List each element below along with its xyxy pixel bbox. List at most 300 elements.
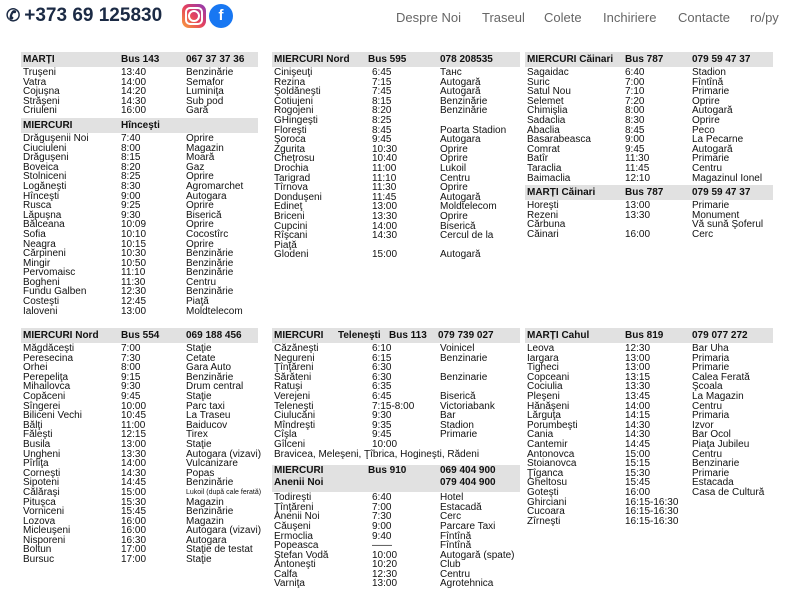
schedule-block (525, 328, 773, 526)
cell-stop: Rogojeni (274, 105, 314, 117)
cell-stop: Ermoclia (274, 530, 313, 542)
cell-place: Primarie (692, 467, 730, 479)
cell-time: 13:45 (625, 390, 651, 402)
cell-place: Benzinărie (186, 257, 234, 269)
cell-time: 8:20 (121, 161, 141, 173)
cell-place: Staţie (186, 390, 212, 402)
cell-place: Oprire (440, 153, 468, 165)
schedule-row (272, 373, 520, 383)
cell-place: Poarta Stadion (440, 124, 507, 136)
cell-place: Magazin (186, 142, 224, 154)
cell-place: Autogara (440, 134, 481, 146)
cell-time: 16:00 (625, 486, 651, 498)
cell-time: 9:00 (625, 134, 645, 146)
cell-time: 11:45 (372, 191, 397, 203)
facebook-icon[interactable]: f (209, 4, 233, 28)
header-cell: Bus 113 (389, 330, 427, 341)
cell-stop: Lăpuşna (23, 209, 62, 221)
schedule-row (272, 174, 520, 184)
header-cell: Bus 787 (625, 54, 664, 65)
header-cell: MIERCURI Căinari (527, 54, 614, 65)
cell-place: Parcare Taxi (440, 520, 496, 532)
cell-place: Biserică (186, 209, 222, 221)
cell-stop: Pituşca (23, 496, 56, 508)
cell-place: Fîntînă (440, 530, 472, 542)
schedule-header (21, 52, 258, 67)
schedule-row (525, 230, 773, 240)
cell-place: Autogară (440, 76, 481, 88)
cell-stop: Pleşeni (527, 390, 560, 402)
cell-stop: Cucoara (527, 506, 565, 518)
cell-stop: Cîşla (274, 429, 297, 441)
cell-stop: Cojuşna (23, 86, 60, 98)
cell-time: 15:30 (625, 467, 651, 479)
cell-time: 13:00 (625, 352, 651, 364)
instagram-icon[interactable] (182, 4, 206, 28)
cell-stop: Bălceana (23, 219, 65, 231)
subheader-cell: MIERCURI (23, 119, 73, 131)
schedule-row (272, 421, 520, 431)
cell-place: Autogară (spate) (440, 549, 515, 561)
cell-place: Şcoala (692, 381, 723, 393)
cell-place: Tirex (186, 429, 208, 441)
cell-time: 8:20 (372, 105, 392, 117)
cell-stop: Biliceni Vechi (23, 410, 82, 422)
cell-stop: Stolniceni (23, 171, 67, 183)
cell-time: 10:30 (121, 248, 147, 260)
cell-time: 14:00 (625, 400, 651, 412)
cell-stop: Edineţ (274, 201, 303, 213)
cell-stop: Porumbeşti (527, 419, 578, 431)
schedule-row (21, 555, 258, 565)
cell-time: 8:30 (121, 180, 141, 192)
nav-inchiriere[interactable]: Inchiriere (603, 10, 657, 25)
subheader-cell: Bus 910 (368, 465, 407, 477)
cell-stop: Pervomaisc (23, 267, 76, 279)
schedule-header (21, 328, 258, 343)
cell-place: Oprire (186, 200, 214, 212)
cell-time: 9:40 (372, 530, 392, 542)
cell-time: 14:30 (121, 95, 147, 107)
cell-place: Oprire (692, 114, 720, 126)
cell-stop: Rusca (23, 200, 52, 212)
schedule-row (525, 154, 773, 164)
cell-time: 15:00 (625, 448, 651, 460)
cell-place: La Traseu (186, 410, 231, 422)
cell-place: Piaţa Jubileu (692, 438, 750, 450)
cell-time: 11:30 (121, 276, 146, 288)
cell-time: 6:15 (372, 352, 392, 364)
cell-stop: Mîndreşti (274, 419, 316, 431)
cell-place: Estacadă (440, 501, 482, 513)
cell-place: Centru (440, 568, 471, 580)
cell-stop: Perepeliţa (23, 371, 69, 383)
cell-time: 11:30 (372, 182, 397, 194)
cell-place: Benzinărie (440, 95, 488, 107)
cell-time: 10:45 (121, 410, 147, 422)
cell-place: Biserică (440, 220, 476, 232)
cell-place: Centru (440, 172, 471, 184)
cell-time: 11:10 (372, 172, 397, 184)
cell-stop: Ungheni (23, 448, 61, 460)
cell-time: 6:30 (372, 362, 392, 374)
cell-stop: Vorniceni (23, 506, 65, 518)
schedule-block (272, 52, 520, 260)
cell-place: Magazinul Ionel (692, 172, 763, 184)
cell-stop: Corneşti (23, 467, 61, 479)
nav-despre-noi[interactable]: Despre Noi (396, 10, 462, 25)
schedule-block (272, 328, 520, 589)
cell-stop: Ialoveni (23, 305, 58, 317)
cell-time: 16:15-16:30 (625, 506, 679, 518)
cell-place: Benzinărie (186, 248, 234, 260)
cell-time: 10:15 (121, 238, 147, 250)
cell-place: Gară (186, 105, 209, 117)
cell-stop: Rezeni (527, 209, 559, 221)
cell-time: 9:00 (121, 190, 141, 202)
cell-time: 13:30 (121, 448, 147, 460)
header-cell: MARȚI (23, 54, 55, 65)
cell-stop: Orhei (23, 362, 48, 374)
cell-place: Gaz (186, 161, 205, 173)
cell-stop: Todireşti (274, 492, 312, 504)
schedule-block (21, 52, 258, 316)
cell-place: Staţie de testat (186, 544, 253, 556)
cell-place: Benzinarie (440, 352, 488, 364)
cell-stop: Sagaidac (527, 67, 569, 78)
cell-place: Staţie (186, 438, 212, 450)
cell-stop: Teleneşti (274, 400, 314, 412)
cell-stop: Ţînţăreni (274, 362, 314, 374)
header-cell: Teleneşti (338, 330, 381, 341)
schedule-row (525, 68, 773, 78)
cell-stop: Abaclia (527, 124, 560, 136)
cell-time: 13:30 (372, 210, 398, 222)
nav-colete[interactable]: Colete (544, 10, 582, 25)
cell-place: Cetate (186, 352, 216, 364)
cell-place: Autogară (440, 191, 481, 203)
cell-place: La Pecarne (692, 134, 744, 146)
cell-stop: Nisporeni (23, 534, 66, 546)
cell-place: Piaţă (186, 296, 209, 308)
phone-icon: ✆ (6, 6, 21, 25)
cell-stop: Truşeni (23, 67, 56, 78)
cell-time: 12:30 (372, 568, 398, 580)
cell-stop: Baimaclia (527, 172, 571, 184)
cell-stop: Tarigrad (274, 172, 311, 184)
cell-stop: Sipoteni (23, 477, 60, 489)
cell-place: Victoriabank (440, 400, 495, 412)
cell-time: 9:45 (372, 429, 392, 441)
schedule-row (525, 135, 773, 145)
nav-contacte[interactable]: Contacte (678, 10, 731, 25)
cell-time: 12:10 (625, 172, 651, 184)
cell-stop: Comrat (527, 143, 560, 155)
cell-time: 13:00 (625, 200, 651, 212)
cell-place: Baiducov (186, 419, 228, 431)
cell-place: Benzinărie (186, 506, 234, 518)
cell-time: 13:00 (372, 578, 398, 590)
cell-time: 8:15 (372, 95, 392, 107)
schedule-header (525, 52, 773, 67)
cell-stop: Verejeni (274, 390, 311, 402)
cell-time: 7:00 (372, 501, 392, 513)
cell-place: Sub pod (186, 95, 224, 107)
cell-time: 8:00 (121, 142, 141, 154)
cell-place: Lukoil (440, 162, 467, 174)
cell-stop: Ciulucăni (274, 410, 316, 422)
cell-place: Oprire (440, 182, 468, 194)
cell-place: Gara Auto (186, 362, 232, 374)
cell-stop: Cheţrosu (274, 153, 315, 165)
cell-stop: Cinişeuţi (274, 67, 313, 78)
cell-time: 14:00 (121, 458, 147, 470)
cell-stop: Chimişlia (527, 105, 568, 117)
cell-place: Oprire (440, 143, 468, 155)
header-cell: MARȚI Cahul (527, 330, 590, 341)
cell-stop: Calfa (274, 568, 298, 580)
cell-time: 15:30 (121, 496, 147, 508)
cell-stop: Drăguşeni (23, 152, 69, 164)
header-cell: MIERCURI Nord (274, 54, 350, 65)
schedule-row (525, 116, 773, 126)
cell-place: Calea Ferată (692, 371, 750, 383)
cell-time: 14:30 (121, 467, 147, 479)
cell-time: 7:00 (121, 343, 141, 354)
phone-text: +373 69 125830 (24, 5, 163, 26)
cell-place: Autogara (186, 534, 227, 546)
cell-place: Primarie (440, 429, 478, 441)
schedule-block (21, 328, 262, 566)
cell-place: Oprire (440, 210, 468, 222)
cell-stop: Copceani (527, 371, 570, 383)
cell-stop: Căuşeni (274, 520, 311, 532)
cell-place: La Magazin (692, 390, 744, 402)
header-cell: 067 37 37 36 (186, 54, 245, 65)
cell-stop: Piaţă (274, 239, 297, 251)
cell-time: 16:15-16:30 (625, 515, 679, 527)
cell-stop: Mingir (23, 257, 51, 269)
header-cell: 079 077 272 (692, 330, 748, 341)
schedule-row (272, 126, 520, 136)
subheader-cell: 079 404 900 (440, 477, 496, 489)
cell-stop: Pîrliţa (23, 458, 49, 470)
cell-place: Luminiţa (186, 86, 224, 98)
cell-stop: Gîlceni (274, 438, 306, 450)
cell-time: 12:45 (121, 296, 147, 308)
cell-stop: Cania (527, 429, 554, 441)
cell-stop: Căzăneşti (274, 343, 319, 354)
cell-place: Cerc (440, 511, 462, 523)
cell-time: 10:10 (121, 228, 147, 240)
cell-place: Agrotehnica (440, 578, 494, 590)
cell-place: Centru (692, 162, 723, 174)
cell-place: Moldtelecom (186, 305, 243, 317)
schedule-row (272, 250, 520, 260)
cell-time: 16:15-16:30 (625, 496, 679, 508)
header-cell: MIERCURI (274, 330, 324, 341)
cell-place: Cocostîrc (186, 228, 229, 240)
cell-place: Primaria (692, 352, 730, 364)
cell-place: Primarie (692, 200, 730, 212)
cell-time: 10:09 (121, 219, 147, 231)
cell-time: 14:45 (121, 477, 147, 489)
cell-time: 15:45 (121, 506, 147, 518)
cell-time: 8:45 (372, 124, 392, 136)
cell-place: Танс (440, 67, 462, 78)
subheader-cell: Hînceşti (121, 119, 160, 131)
cell-time: 6:40 (625, 67, 645, 78)
header-cell: 079 739 027 (438, 330, 494, 341)
cell-stop: Sărăteni (274, 371, 312, 383)
nav-traseul[interactable]: Traseul (482, 10, 525, 25)
cell-place: Autogară (692, 105, 733, 117)
cell-stop: Bogheni (23, 276, 60, 288)
cell-place: Centru (692, 448, 723, 460)
cell-stop: Antonovca (527, 448, 575, 460)
cell-stop: Costeşti (23, 296, 60, 308)
cell-place: Magazin (186, 515, 224, 527)
cell-time: 8:25 (121, 171, 141, 183)
cell-time: 15:45 (625, 477, 651, 489)
cell-stop: Iargara (527, 352, 559, 364)
cell-place: Lukoil (după cale ferată) (186, 488, 262, 496)
schedule-row (21, 106, 258, 116)
cell-time: 7:15 (372, 76, 392, 88)
cell-stop: Sîngerei (23, 400, 61, 412)
cell-stop: Şoroca (274, 134, 306, 146)
cell-time: 9:45 (121, 390, 141, 402)
cell-time: 13:00 (121, 438, 147, 450)
cell-time: —— (372, 540, 392, 552)
cell-time: 7:15-8:00 (372, 400, 415, 412)
cell-stop: Rezina (274, 76, 306, 88)
cell-place: Oprire (186, 219, 214, 231)
cell-stop: Zîrneşti (527, 515, 561, 527)
cell-time: 9:45 (372, 134, 392, 146)
cell-time: 7:30 (121, 352, 141, 364)
cell-time: 11:00 (121, 419, 146, 431)
cell-time: 8:45 (625, 124, 645, 136)
schedule-row (272, 579, 520, 589)
cell-stop: Şoldăneşti (274, 86, 321, 98)
subheader-cell: 079 59 47 37 (692, 187, 751, 199)
schedule-footer: Bravicea, Meleşeni, Ţîbrica, Hogineşti, Rădeni (274, 448, 480, 460)
cell-time: 8:00 (625, 105, 645, 117)
cell-place: Autogara (vizavi) (186, 525, 262, 537)
cell-stop: Ghirciani (527, 496, 567, 508)
subheader-cell: Bus 787 (625, 187, 664, 199)
cell-stop: Ţîganca (527, 467, 564, 479)
cell-time: 14:00 (121, 76, 147, 88)
cell-time: 9:30 (372, 410, 392, 422)
cell-time: 10:20 (372, 559, 398, 571)
schedule-row (21, 307, 258, 317)
cell-stop: Boltun (23, 544, 52, 556)
cell-place: Autogară (440, 86, 481, 98)
cell-place: Agromarchet (186, 180, 244, 192)
cell-stop: Căinari (527, 228, 559, 240)
nav-language[interactable]: ro/ру (750, 10, 779, 25)
cell-time: 10:00 (372, 549, 398, 561)
cell-place: Club (440, 559, 461, 571)
cell-stop: Drochia (274, 162, 309, 174)
cell-place: Benzinărie (186, 286, 234, 298)
cell-place: Izvor (692, 419, 714, 431)
cell-stop: Antoneşti (274, 559, 316, 571)
cell-time: 13:00 (121, 305, 147, 317)
phone-number[interactable] (6, 5, 162, 27)
subheader-cell: Anenii Noi (274, 477, 324, 489)
cell-time: 15:15 (625, 458, 651, 470)
cell-stop: Glodeni (274, 249, 309, 261)
cell-time: 9:35 (372, 419, 392, 431)
cell-time: 11:00 (372, 162, 397, 174)
cell-stop: Mihailovca (23, 381, 71, 393)
cell-stop: Ratuşi (274, 381, 303, 393)
cell-time: 13:40 (121, 67, 147, 78)
cell-stop: Boveica (23, 161, 59, 173)
cell-time: 6:45 (372, 390, 392, 402)
header-cell: Bus 595 (368, 54, 407, 65)
cell-place: Primarie (692, 86, 730, 98)
cell-place: Magazin (186, 496, 224, 508)
cell-place: Benzinărie (186, 67, 234, 78)
cell-place: Benzinărie (440, 105, 488, 117)
cell-time: 7:00 (625, 76, 645, 88)
top-bar (0, 0, 800, 36)
cell-time: 14:20 (121, 86, 147, 98)
cell-time: 16:00 (121, 105, 147, 117)
cell-time: 14:00 (372, 220, 398, 232)
cell-time: 10:00 (121, 400, 147, 412)
cell-place: Fîntînă (692, 76, 724, 88)
cell-time: 10:50 (121, 257, 147, 269)
cell-stop: Cotiujeni (274, 95, 313, 107)
cell-stop: Cupcini (274, 220, 308, 232)
cell-time: 17:00 (121, 554, 147, 566)
cell-place: Stadion (692, 67, 726, 78)
schedule-row (272, 231, 520, 241)
cell-stop: Sadaclia (527, 114, 566, 126)
header-cell: 069 188 456 (186, 330, 242, 341)
cell-place: Bar Ocol (692, 429, 731, 441)
cell-time: 9:15 (121, 371, 141, 383)
cell-stop: Lozova (23, 515, 56, 527)
cell-stop: Satul Nou (527, 86, 571, 98)
cell-stop: Batîr (527, 153, 549, 165)
cell-place: Vă sună Şoferul (692, 219, 764, 231)
cell-time: 12:30 (121, 286, 147, 298)
cell-place: Primaria (692, 410, 730, 422)
schedule-subheader (525, 185, 773, 200)
cell-place: Moldtelecom (440, 201, 497, 213)
cell-time: 6:40 (372, 492, 392, 504)
subheader-cell: MIERCURI (274, 465, 324, 477)
cell-time: 13:00 (625, 362, 651, 374)
cell-place: Estacada (692, 477, 734, 489)
schedule-row (525, 174, 773, 184)
cell-time: 14:30 (625, 419, 651, 431)
cell-time: 11:45 (625, 162, 650, 174)
cell-place: Benzinărie (186, 267, 234, 279)
cell-time: 14:30 (372, 230, 398, 242)
schedule-row (525, 517, 773, 527)
schedule-row (525, 145, 773, 155)
cell-time: 9:25 (121, 200, 141, 212)
cell-stop: Cantemir (527, 438, 568, 450)
cell-stop: Străşeni (23, 95, 60, 107)
